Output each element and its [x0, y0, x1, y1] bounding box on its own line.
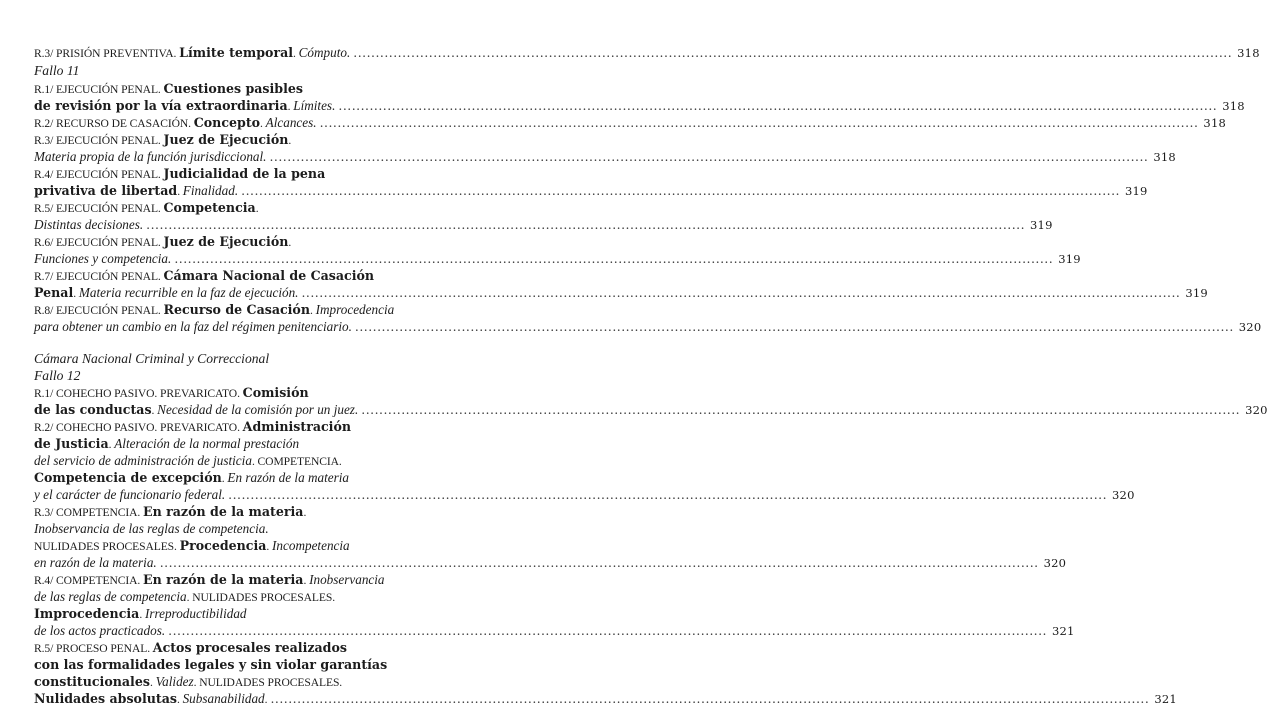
- text-segment: R.2/ RECURSO DE CASACIÓN.: [34, 117, 194, 130]
- text-segment: Finalidad.: [182, 183, 239, 198]
- entry-text: [34, 554, 157, 572]
- text-segment: R.7/ EJECUCIÓN PENAL.: [34, 270, 164, 283]
- page-number: 318: [1203, 116, 1226, 130]
- index-text-line: [34, 435, 475, 453]
- text-segment: R.2/ COHECHO PASIVO. PREVARICATO.: [34, 421, 243, 434]
- index-entry-line: [34, 486, 1135, 504]
- index-text-line: [34, 520, 475, 538]
- text-segment: de las conductas: [34, 402, 152, 417]
- index-text-line: [34, 62, 475, 80]
- text-segment: En razón de la materia: [143, 504, 304, 519]
- index-text-line: [34, 350, 475, 368]
- text-segment: R.1/ EJECUCIÓN PENAL.: [34, 83, 164, 96]
- index-text-line: [34, 588, 475, 606]
- entry-text: [34, 606, 247, 621]
- entry-text: [34, 521, 269, 536]
- text-segment: Materia propia de la función jurisdiccional.: [34, 149, 267, 164]
- text-segment: .: [149, 676, 156, 689]
- text-segment: R.5/ EJECUCIÓN PENAL.: [34, 202, 164, 215]
- entry-text: [34, 216, 143, 234]
- index-entry-line: [34, 114, 1226, 132]
- text-segment: Subsanabilidad: [182, 691, 265, 706]
- dot-leader: [301, 284, 1180, 302]
- index-text-line: [34, 301, 475, 319]
- text-segment: de las reglas de competencia: [34, 589, 187, 604]
- text-segment: Validez: [155, 674, 194, 689]
- index-text-line: [34, 503, 475, 521]
- entry-text: [34, 436, 299, 451]
- text-segment: R.5/ PROCESO PENAL.: [34, 642, 153, 655]
- text-segment: con las formalidades legales y sin violar garantías: [34, 657, 388, 672]
- dot-leader: [160, 554, 1039, 572]
- text-segment: Recurso de Casación: [163, 302, 310, 317]
- index-text-line: [34, 131, 475, 149]
- text-segment: R.3/ COMPETENCIA.: [34, 506, 143, 519]
- index-entry-line: [34, 622, 1075, 640]
- text-segment: para obtener un cambio en la faz del régimen penitenciario.: [34, 319, 352, 334]
- entry-text: [34, 572, 385, 587]
- dot-leader: [269, 148, 1148, 166]
- index-text-line: [34, 267, 475, 285]
- page-number: 319: [1058, 252, 1081, 266]
- entry-text: [34, 674, 342, 689]
- index-text-line: [34, 656, 475, 674]
- text-segment: Funciones y competencia.: [34, 251, 172, 266]
- text-segment: Competencia: [163, 200, 256, 215]
- page-number: 321: [1052, 624, 1075, 638]
- entry-text: [34, 622, 165, 640]
- text-segment: Concepto: [193, 115, 261, 130]
- dot-leader: [146, 216, 1025, 234]
- dot-leader: [174, 250, 1053, 268]
- text-segment: .: [310, 304, 316, 317]
- text-segment: .: [177, 185, 183, 198]
- index-text-line: [34, 80, 475, 98]
- text-segment: .: [176, 693, 183, 706]
- page-number: 321: [1154, 692, 1177, 706]
- index-text-line: [34, 367, 475, 385]
- index-entry-line: [34, 284, 1208, 302]
- index-entry-line: [34, 318, 1262, 336]
- index-entry-line: [34, 182, 1148, 200]
- text-segment: Penal: [34, 285, 74, 300]
- entry-text: [34, 351, 269, 366]
- entry-text: [34, 657, 387, 672]
- text-segment: .: [293, 47, 299, 60]
- text-segment: del servicio de administración de justicia: [34, 453, 252, 468]
- entry-text: [34, 148, 266, 166]
- text-segment: .: [266, 540, 273, 553]
- page-number: 320: [1245, 403, 1268, 417]
- text-segment: Juez de Ejecución: [163, 132, 289, 147]
- entry-text: [34, 368, 80, 383]
- entry-text: [34, 44, 350, 63]
- page-number: 320: [1043, 556, 1067, 570]
- page-number: 318: [1222, 99, 1245, 113]
- text-segment: Alcances.: [265, 115, 317, 130]
- text-segment: Improcedencia: [34, 606, 140, 621]
- text-segment: R.4/ EJECUCIÓN PENAL.: [34, 168, 164, 181]
- text-segment: Judicialidad de la pena: [163, 166, 326, 181]
- index-text-line: [34, 452, 475, 470]
- index-entry-line: [34, 401, 1268, 419]
- entry-text: [34, 486, 225, 504]
- text-segment: Cámara Nacional Criminal y Correccional: [34, 351, 270, 366]
- text-segment: constitucionales: [34, 674, 150, 689]
- entry-text: [34, 81, 303, 96]
- index-entry-line: [34, 148, 1176, 166]
- entry-text: [34, 318, 352, 336]
- index-text-line: [34, 165, 475, 183]
- text-segment: . NULIDADES PROCESALES.: [186, 591, 336, 604]
- text-segment: Límites.: [293, 98, 336, 113]
- text-segment: NULIDADES PROCESALES.: [34, 540, 180, 553]
- page-number: 319: [1124, 184, 1148, 198]
- text-segment: Alteración de la normal prestación: [114, 436, 300, 451]
- index-entry-line: [34, 690, 1177, 708]
- page-number: 318: [1153, 150, 1176, 164]
- index-text-line: [34, 469, 475, 487]
- text-segment: . COMPETENCIA.: [251, 455, 342, 468]
- text-segment: Cuestiones pasibles: [163, 81, 303, 96]
- entry-text: [34, 690, 267, 709]
- text-segment: Procedencia: [179, 538, 267, 553]
- text-segment: Fallo 11: [34, 63, 80, 78]
- index-entry-line: [34, 250, 1081, 268]
- entry-text: [34, 268, 374, 283]
- text-segment: privativa de libertad: [34, 183, 178, 198]
- index-text-line: [34, 418, 475, 436]
- index-text-line: [34, 605, 475, 623]
- text-segment: R.1/ COHECHO PASIVO. PREVARICATO.: [34, 387, 243, 400]
- text-segment: Nulidades absolutas: [34, 691, 177, 706]
- text-segment: .: [151, 404, 158, 417]
- text-segment: En razón de la materia: [227, 470, 350, 485]
- text-segment: R.4/ COMPETENCIA.: [34, 574, 143, 587]
- index-text-line: [34, 571, 475, 589]
- text-segment: .: [255, 202, 259, 215]
- text-segment: .: [139, 608, 145, 621]
- dot-leader: [353, 44, 1232, 62]
- entry-text: [34, 166, 325, 181]
- text-segment: Límite temporal: [179, 45, 294, 60]
- text-segment: .: [288, 134, 292, 147]
- entry-text: [34, 302, 394, 317]
- text-segment: Competencia de excepción: [34, 470, 222, 485]
- text-segment: Materia recurrible en la faz de ejecución.: [78, 285, 299, 300]
- page-number: 318: [1237, 46, 1260, 60]
- page-number: 320: [1112, 488, 1135, 502]
- index-entry-line: [34, 216, 1053, 234]
- text-segment: .: [221, 472, 228, 485]
- entry-text: [34, 453, 342, 468]
- text-segment: .: [73, 287, 79, 300]
- entry-text: [34, 250, 171, 268]
- text-segment: de los actos practicados.: [34, 623, 166, 638]
- text-segment: Improcedencia: [315, 302, 395, 317]
- dot-leader: [241, 182, 1120, 200]
- entry-text: [34, 640, 347, 655]
- index-entry-line: [34, 97, 1245, 115]
- text-segment: Incompetencia: [272, 538, 350, 553]
- index-text-line: [34, 639, 475, 657]
- text-segment: y el carácter de funcionario federal.: [34, 487, 226, 502]
- text-segment: R.3/ EJECUCIÓN PENAL.: [34, 134, 164, 147]
- text-segment: .: [303, 506, 307, 519]
- text-segment: de revisión por la vía extraordinaria: [34, 98, 288, 113]
- index-entry-line: [34, 44, 1260, 62]
- text-segment: Distintas decisiones.: [34, 217, 144, 232]
- dot-leader: [355, 318, 1234, 336]
- text-segment: .: [260, 117, 266, 130]
- index-text-line: [34, 199, 475, 217]
- text-segment: en razón de la materia.: [34, 555, 157, 570]
- entry-text: [34, 234, 291, 249]
- page-number: 320: [1238, 320, 1262, 334]
- dot-leader: [338, 97, 1217, 115]
- text-segment: Actos procesales realizados: [152, 640, 347, 655]
- entry-text: [34, 504, 306, 519]
- text-segment: Fallo 12: [34, 368, 81, 383]
- text-segment: Inobservancia: [309, 572, 385, 587]
- entry-text: [34, 63, 79, 78]
- text-segment: Cómputo.: [298, 45, 351, 60]
- index-text-line: [34, 537, 475, 555]
- page-number: 319: [1185, 286, 1208, 300]
- text-segment: R.6/ EJECUCIÓN PENAL.: [34, 236, 164, 249]
- text-segment: Necesidad de la comisión por un juez.: [157, 402, 359, 417]
- text-segment: Comisión: [242, 385, 309, 400]
- text-segment: Administración: [242, 419, 352, 434]
- text-segment: .: [288, 236, 292, 249]
- text-segment: R.3/ PRISIÓN PREVENTIVA.: [34, 47, 180, 60]
- entry-text: [34, 538, 350, 553]
- dot-leader: [320, 114, 1199, 132]
- page-number: 319: [1030, 218, 1053, 232]
- entry-text: [34, 200, 259, 215]
- dot-leader: [361, 401, 1240, 419]
- index-text-line: [34, 384, 475, 402]
- index-text-line: [34, 673, 475, 691]
- text-segment: En razón de la materia: [143, 572, 304, 587]
- text-segment: R.8/ EJECUCIÓN PENAL.: [34, 304, 164, 317]
- text-segment: de Justicia: [34, 436, 109, 451]
- entry-text: [34, 132, 291, 147]
- entry-text: [34, 419, 351, 434]
- entry-text: [34, 385, 309, 400]
- text-segment: .: [108, 438, 115, 451]
- index-entry-line: [34, 554, 1067, 572]
- text-segment: Irreproductibilidad: [144, 606, 247, 621]
- text-segment: Inobservancia de las reglas de competencia.: [34, 521, 269, 536]
- dot-leader: [168, 622, 1047, 640]
- text-segment: .: [264, 693, 268, 706]
- index-text-line: [34, 233, 475, 251]
- text-segment: . NULIDADES PROCESALES.: [193, 676, 343, 689]
- entry-text: [34, 470, 349, 485]
- text-segment: .: [303, 574, 310, 587]
- entry-text: [34, 589, 335, 604]
- dot-leader: [270, 690, 1149, 708]
- dot-leader: [228, 486, 1107, 504]
- text-segment: Juez de Ejecución: [163, 234, 289, 249]
- text-segment: .: [287, 100, 294, 113]
- text-segment: Cámara Nacional de Casación: [163, 268, 375, 283]
